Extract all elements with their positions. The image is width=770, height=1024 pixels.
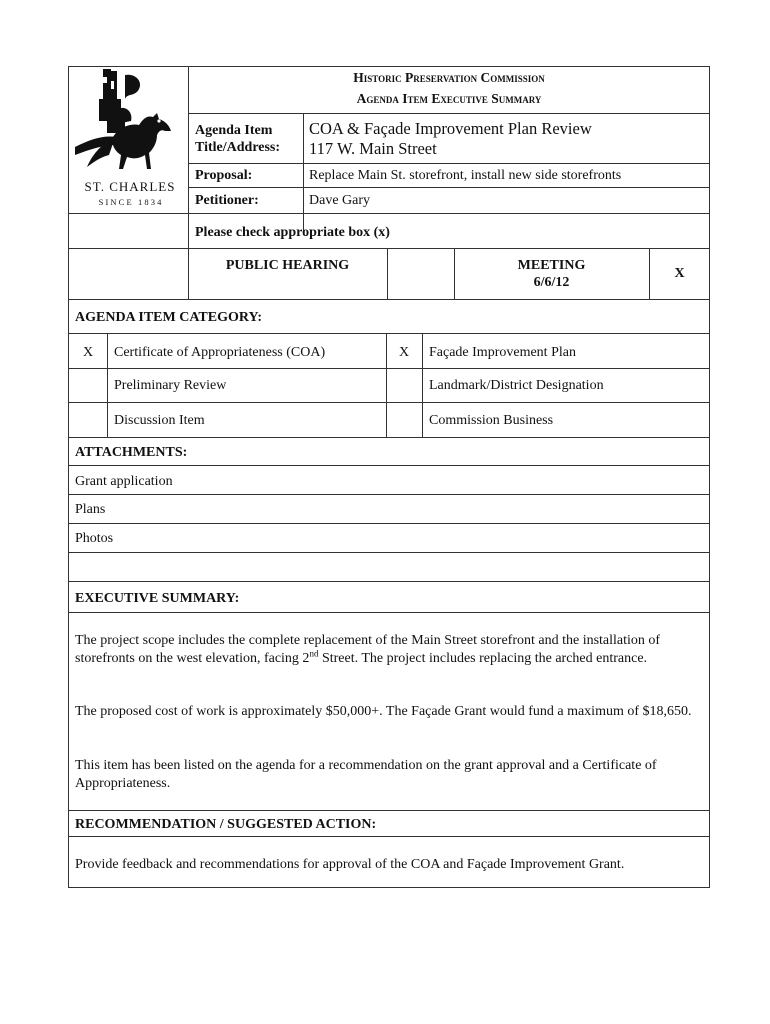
facade-checkbox[interactable]: X (398, 345, 410, 360)
summary-document (68, 66, 710, 888)
recommendation-text: Provide feedback and recommendations for approval of the COA and Façade Improvement Grant. (75, 857, 625, 872)
commission-business-label: Commission Business (429, 413, 554, 428)
st-charles-logo (73, 69, 187, 211)
proposal-value: Replace Main St. storefront, install new side storefronts (309, 168, 622, 183)
agenda-title: COA & Façade Improvement Plan Review (309, 119, 592, 138)
recommendation-heading: RECOMMENDATION / SUGGESTED ACTION: (75, 817, 377, 832)
attachment-item: Grant application (75, 474, 173, 489)
category-heading: AGENDA ITEM CATEGORY: (75, 310, 262, 325)
summary-paragraph-2: The proposed cost of work is approximately $50,000+. The Façade Grant would fund a maximum of $18,650. (75, 704, 692, 719)
logo-name: ST. CHARLES (84, 179, 176, 194)
petitioner-label: Petitioner: (195, 193, 259, 208)
agenda-address: 117 W. Main Street (309, 139, 437, 158)
attachments-heading: ATTACHMENTS: (75, 445, 188, 460)
petitioner-value: Dave Gary (309, 193, 371, 208)
preliminary-label: Preliminary Review (114, 378, 227, 393)
public-hearing-label: PUBLIC HEARING (225, 258, 350, 273)
attachment-item: Photos (75, 531, 114, 546)
coa-label: Certificate of Appropriateness (COA) (114, 345, 326, 360)
header-line-1: Historic Preservation Commission (353, 70, 545, 85)
summary-paragraph-1: The project scope includes the complete replacement of the Main Street storefront and the installation of storefronts on the west elevation, facing 2nd Street. The project includes replacing the arched entrance. (75, 633, 661, 666)
coa-checkbox[interactable]: X (82, 345, 94, 360)
meeting-date: 6/6/12 (533, 275, 570, 290)
executive-summary-heading: EXECUTIVE SUMMARY: (75, 591, 240, 606)
summary-paragraph-3: This item has been listed on the agenda for a recommendation on the grant approval and a Certificate of Appropriateness. (75, 758, 657, 791)
meeting-label: MEETING (517, 258, 586, 273)
attachment-item: Plans (75, 502, 106, 517)
header-line-2: Agenda Item Executive Summary (356, 91, 542, 106)
title-address-label: Title/Address: (195, 140, 281, 155)
meeting-checkbox[interactable]: X (674, 266, 685, 281)
fox-tower-logo-icon (73, 69, 187, 177)
landmark-label: Landmark/District Designation (429, 378, 604, 393)
proposal-label: Proposal: (195, 168, 253, 183)
facade-label: Façade Improvement Plan (429, 345, 576, 360)
logo-since: S I N C E 1 8 3 4 (98, 197, 162, 207)
agenda-item-label: Agenda Item (195, 123, 273, 138)
discussion-label: Discussion Item (114, 413, 205, 428)
check-instruction: Please check appropriate box (x) (195, 225, 390, 240)
